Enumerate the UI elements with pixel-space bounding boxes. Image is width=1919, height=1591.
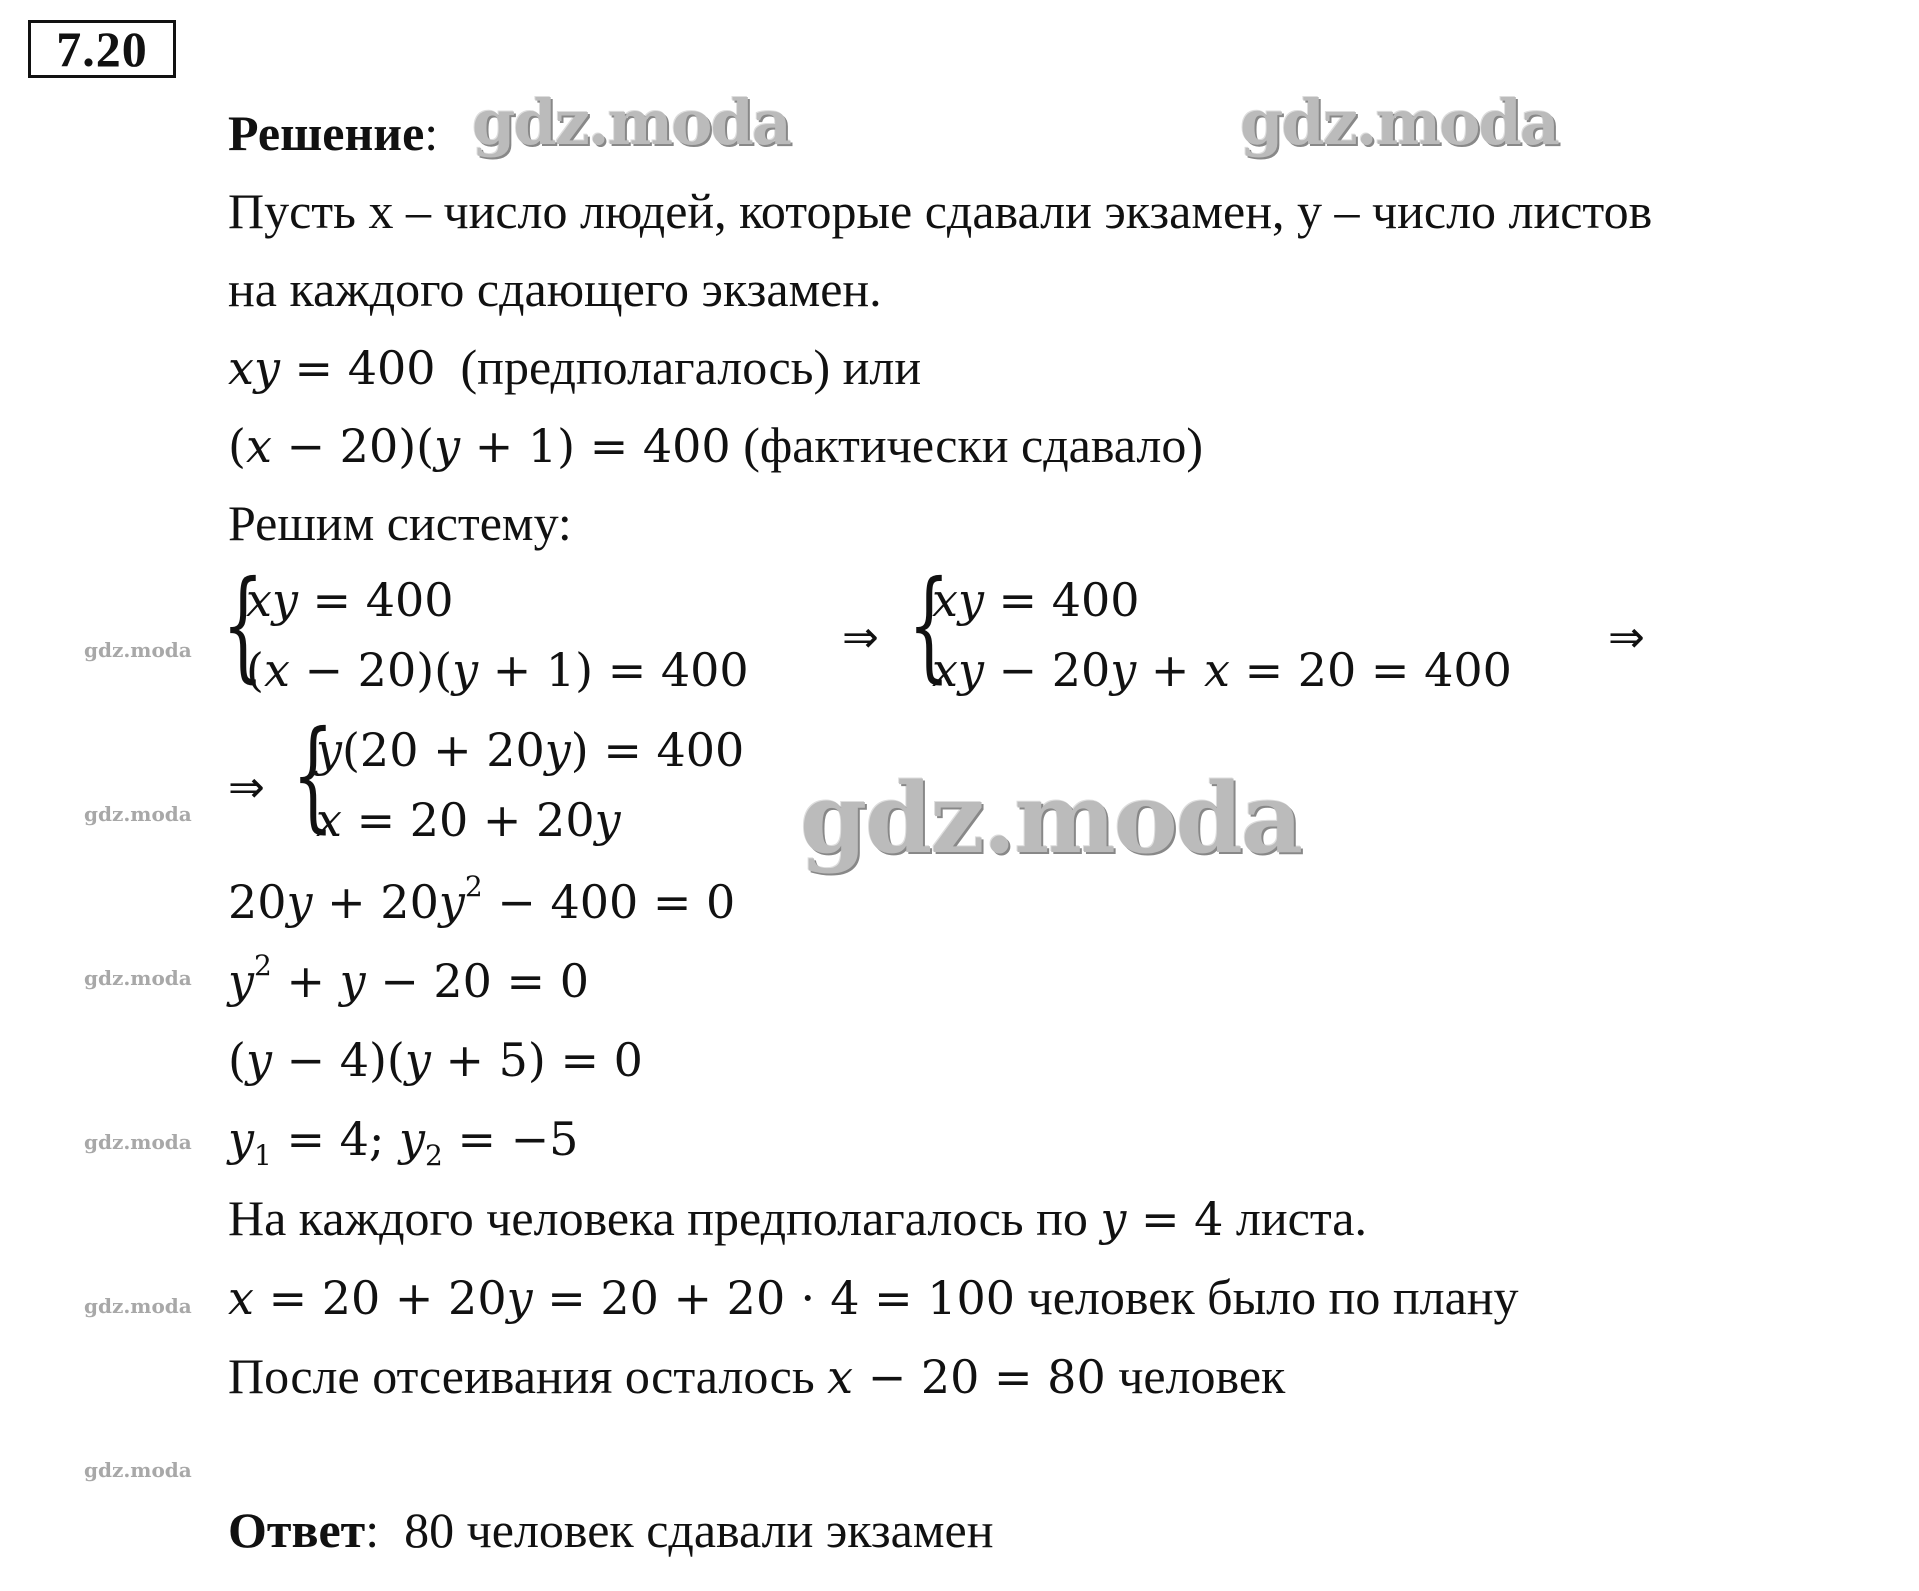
- equation-quadratic-1: [228, 872, 735, 932]
- intro-line-2: на каждого сдающего экзамен.: [228, 261, 882, 317]
- equation-actual-math: (𝑥 − 20)(𝑦 + 1) = 400: [228, 419, 731, 473]
- watermark-side-6: gdz.moda: [84, 1458, 192, 1482]
- quad2-part-a: 𝑦: [228, 954, 254, 1008]
- equation-planned-math: 𝑥𝑦 = 400: [228, 341, 436, 395]
- concl3-end: человек: [1105, 1348, 1286, 1404]
- heading-label: Решение: [228, 105, 425, 161]
- quad1-part-b: − 400 = 0: [482, 875, 736, 929]
- concl2-math: 𝑥 = 20 + 20𝑦 = 20 + 20 ⋅ 4 = 100: [228, 1271, 1016, 1325]
- system1-brace: {: [222, 556, 264, 695]
- system1-row-1: 𝑥𝑦 = 400: [246, 573, 454, 627]
- roots-end: = −5: [442, 1112, 579, 1166]
- equation-planned-note: (предполагалось) или: [460, 339, 922, 395]
- system2-row-1: 𝑥𝑦 = 400: [932, 573, 1140, 627]
- concl1-math: 𝑦 = 4: [1100, 1192, 1224, 1246]
- equation-actual-note: (фактически сдавало): [743, 417, 1204, 473]
- concl3-text: После отсеивания осталось: [228, 1348, 828, 1404]
- answer-line: [228, 1500, 993, 1560]
- equation-planned: [228, 337, 921, 398]
- system2-row-2: 𝑥𝑦 − 20𝑦 + 𝑥 = 20 = 400: [932, 643, 1512, 697]
- equation-quadratic-2: [228, 951, 589, 1011]
- conclusion-line-3: [228, 1346, 1285, 1407]
- implies-arrow-2: ⇒: [1608, 612, 1645, 663]
- quad2-part-b: + 𝑦 − 20 = 0: [271, 954, 589, 1008]
- concl1-end: листа.: [1223, 1190, 1367, 1246]
- quad1-exponent: 2: [464, 870, 483, 903]
- quad1-part-a: 20𝑦 + 20𝑦: [228, 875, 465, 929]
- equation-roots: [228, 1109, 579, 1172]
- equation-factored: (𝑦 − 4)(𝑦 + 5) = 0: [228, 1033, 643, 1087]
- solve-label: Решим систему:: [228, 495, 572, 551]
- roots-sub-1: 1: [254, 1139, 272, 1172]
- answer-colon: :: [365, 1502, 380, 1558]
- quad2-exponent: 2: [254, 949, 272, 982]
- conclusion-line-1: [228, 1188, 1367, 1249]
- watermark-side-2: gdz.moda: [84, 802, 192, 826]
- system1-row-2: (𝑥 − 20)(𝑦 + 1) = 400: [246, 643, 749, 697]
- conclusion-line-2: [228, 1267, 1519, 1328]
- system3-row-1: 𝑦(20 + 20𝑦) = 400: [316, 723, 745, 777]
- watermark-top-right: gdz.moda: [1240, 86, 1558, 159]
- equation-actual: [228, 415, 1203, 476]
- implies-arrow-3: ⇒: [228, 762, 265, 813]
- watermark-center: gdz.moda: [800, 762, 1302, 875]
- watermark-side-4: gdz.moda: [84, 1130, 192, 1154]
- system2-brace: {: [908, 556, 950, 695]
- heading-colon: :: [424, 105, 439, 161]
- concl1-text: На каждого человека предполагалось по: [228, 1190, 1101, 1246]
- roots-y1: 𝑦: [228, 1112, 254, 1166]
- watermark-side-1: gdz.moda: [84, 638, 192, 662]
- system3-brace: {: [292, 706, 334, 845]
- concl3-math: 𝑥 − 20 = 80: [827, 1350, 1106, 1404]
- intro-line-1: Пусть x – число людей, которые сдавали экзамен, y – число листов: [228, 183, 1653, 239]
- concl2-text: человек было по плану: [1015, 1269, 1519, 1325]
- roots-middle: = 4; 𝑦: [271, 1112, 425, 1166]
- answer-label: Ответ: [228, 1502, 366, 1558]
- implies-arrow-1: ⇒: [842, 612, 879, 663]
- watermark-side-5: gdz.moda: [84, 1294, 192, 1318]
- solution-heading: [228, 103, 438, 163]
- system3-row-2: 𝑥 = 20 + 20𝑦: [316, 793, 621, 847]
- watermark-top-left: gdz.moda: [472, 86, 790, 159]
- watermark-side-3: gdz.moda: [84, 966, 192, 990]
- answer-text: 80 человек сдавали экзамен: [379, 1502, 994, 1558]
- roots-sub-2: 2: [425, 1139, 443, 1172]
- problem-number-box: 7.20: [28, 20, 176, 78]
